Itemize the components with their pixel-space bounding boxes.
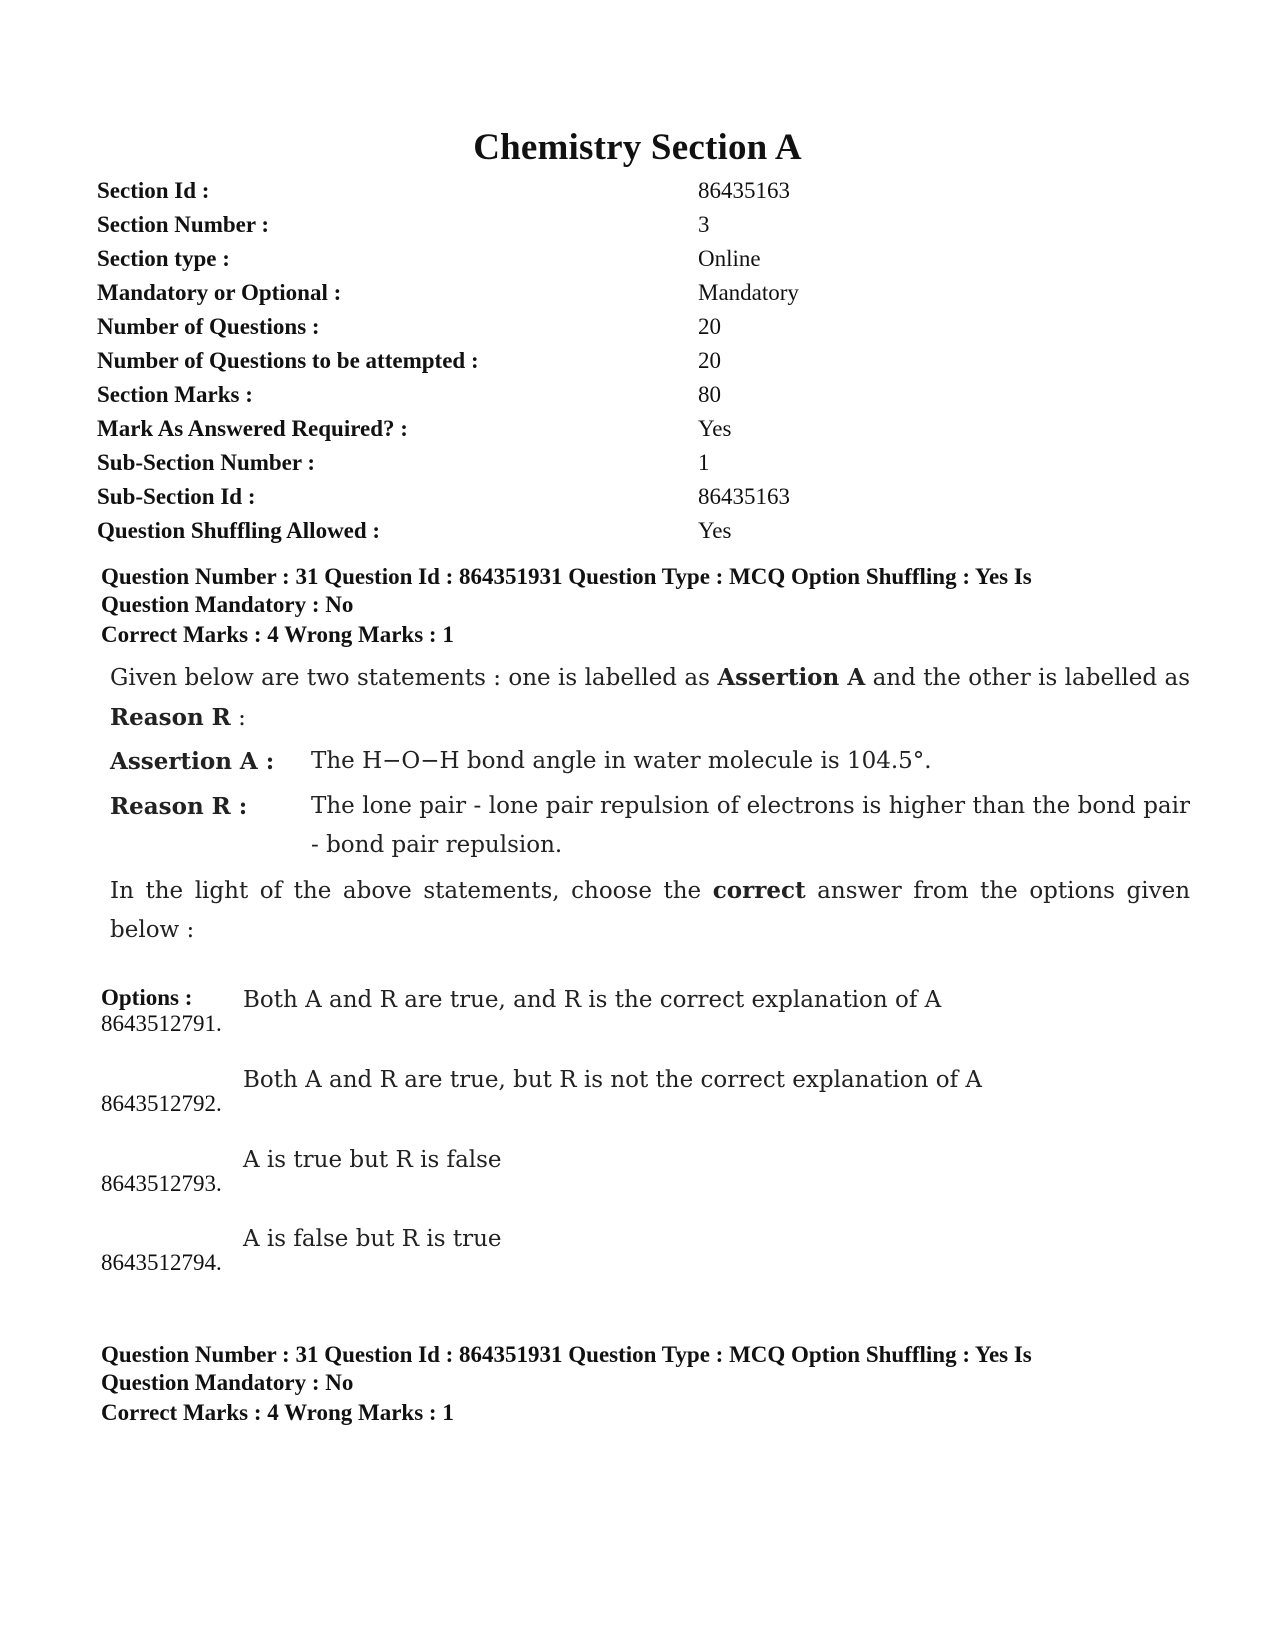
section-info-table	[97, 174, 817, 548]
question-intro	[110, 658, 1190, 738]
option-3[interactable]	[101, 1147, 1101, 1197]
info-label: Number of Questions :	[97, 314, 320, 339]
info-value: 1	[698, 450, 710, 475]
info-label: Number of Questions to be attempted :	[97, 348, 479, 373]
section-title: Chemistry Section A	[473, 127, 802, 168]
info-label: Section Id :	[97, 178, 210, 203]
question-header-line: Question Number : 31 Question Id : 864351931 Question Type : MCQ Option Shuffling : Yes Is	[101, 564, 1032, 589]
info-label: Mark As Answered Required? :	[97, 416, 408, 441]
question-body	[110, 658, 1190, 950]
info-value: 80	[698, 382, 721, 407]
option-1[interactable]	[101, 987, 1101, 1037]
assertion-row	[110, 742, 1190, 781]
option-text: Both A and R are true, and R is the correct explanation of A	[243, 987, 942, 1013]
info-value: Yes	[698, 416, 732, 441]
info-row-sub-section-number	[97, 446, 817, 480]
question-header	[101, 563, 1032, 619]
question-header-line: Question Mandatory : No	[101, 1370, 354, 1395]
info-value: 3	[698, 212, 710, 237]
info-row-mandatory-or-optional	[97, 276, 817, 310]
option-id: 8643512791.	[101, 1011, 222, 1036]
reason-text: The lone pair - lone pair repulsion of electrons is higher than the bond pair - bond pair repulsion.	[311, 793, 1190, 858]
info-row-section-type	[97, 242, 817, 276]
intro-bold: Assertion A	[717, 664, 866, 691]
question-marks: Correct Marks : 4 Wrong Marks : 1	[101, 1400, 454, 1425]
closing-text: answer from the options given below :	[110, 878, 1191, 943]
closing-bold: correct	[712, 877, 806, 904]
info-row-questions-to-attempt	[97, 344, 817, 378]
closing-text: In the light of the above statements, choose the	[110, 878, 702, 904]
info-label: Question Shuffling Allowed :	[97, 518, 381, 543]
info-value: 86435163	[698, 178, 790, 203]
option-id: 8643512792.	[101, 1091, 222, 1116]
option-2[interactable]	[101, 1067, 1101, 1117]
info-value: 20	[698, 348, 721, 373]
info-label: Section Marks :	[97, 382, 253, 407]
intro-text: Given below are two statements : one is labelled as	[110, 665, 710, 691]
options-label: Options :	[101, 985, 193, 1010]
info-label: Sub-Section Id :	[97, 484, 256, 509]
option-text: A is true but R is false	[243, 1147, 502, 1173]
info-row-question-shuffling	[97, 514, 817, 548]
question-header	[101, 1341, 1032, 1397]
info-value: Mandatory	[698, 280, 799, 305]
info-row-mark-as-answered	[97, 412, 817, 446]
option-id: 8643512794.	[101, 1250, 222, 1275]
intro-text: :	[238, 705, 246, 731]
assertion-label: Assertion A :	[110, 748, 275, 775]
info-label: Section type :	[97, 246, 230, 271]
info-row-sub-section-id	[97, 480, 817, 514]
option-4[interactable]	[101, 1226, 1101, 1276]
info-value: 86435163	[698, 484, 790, 509]
intro-text: and the other is labelled as	[872, 665, 1191, 691]
option-text: A is false but R is true	[243, 1226, 502, 1252]
info-row-section-id	[97, 174, 817, 208]
info-row-number-of-questions	[97, 310, 817, 344]
assertion-text: The H−O−H bond angle in water molecule is 104.5°.	[311, 748, 932, 774]
reason-row	[110, 787, 1190, 865]
info-row-section-marks	[97, 378, 817, 412]
info-value: 20	[698, 314, 721, 339]
reason-label: Reason R :	[110, 793, 248, 820]
question-marks: Correct Marks : 4 Wrong Marks : 1	[101, 622, 454, 647]
question-header-line: Question Mandatory : No	[101, 592, 354, 617]
option-id: 8643512793.	[101, 1171, 222, 1196]
info-value: Online	[698, 246, 761, 271]
question-closing	[110, 871, 1190, 950]
question-header-line: Question Number : 31 Question Id : 864351931 Question Type : MCQ Option Shuffling : Yes Is	[101, 1342, 1032, 1367]
info-label: Section Number :	[97, 212, 270, 237]
info-row-section-number	[97, 208, 817, 242]
intro-bold: Reason R	[110, 704, 231, 731]
info-label: Mandatory or Optional :	[97, 280, 342, 305]
info-value: Yes	[698, 518, 732, 543]
option-text: Both A and R are true, but R is not the correct explanation of A	[243, 1067, 983, 1093]
info-label: Sub-Section Number :	[97, 450, 316, 475]
